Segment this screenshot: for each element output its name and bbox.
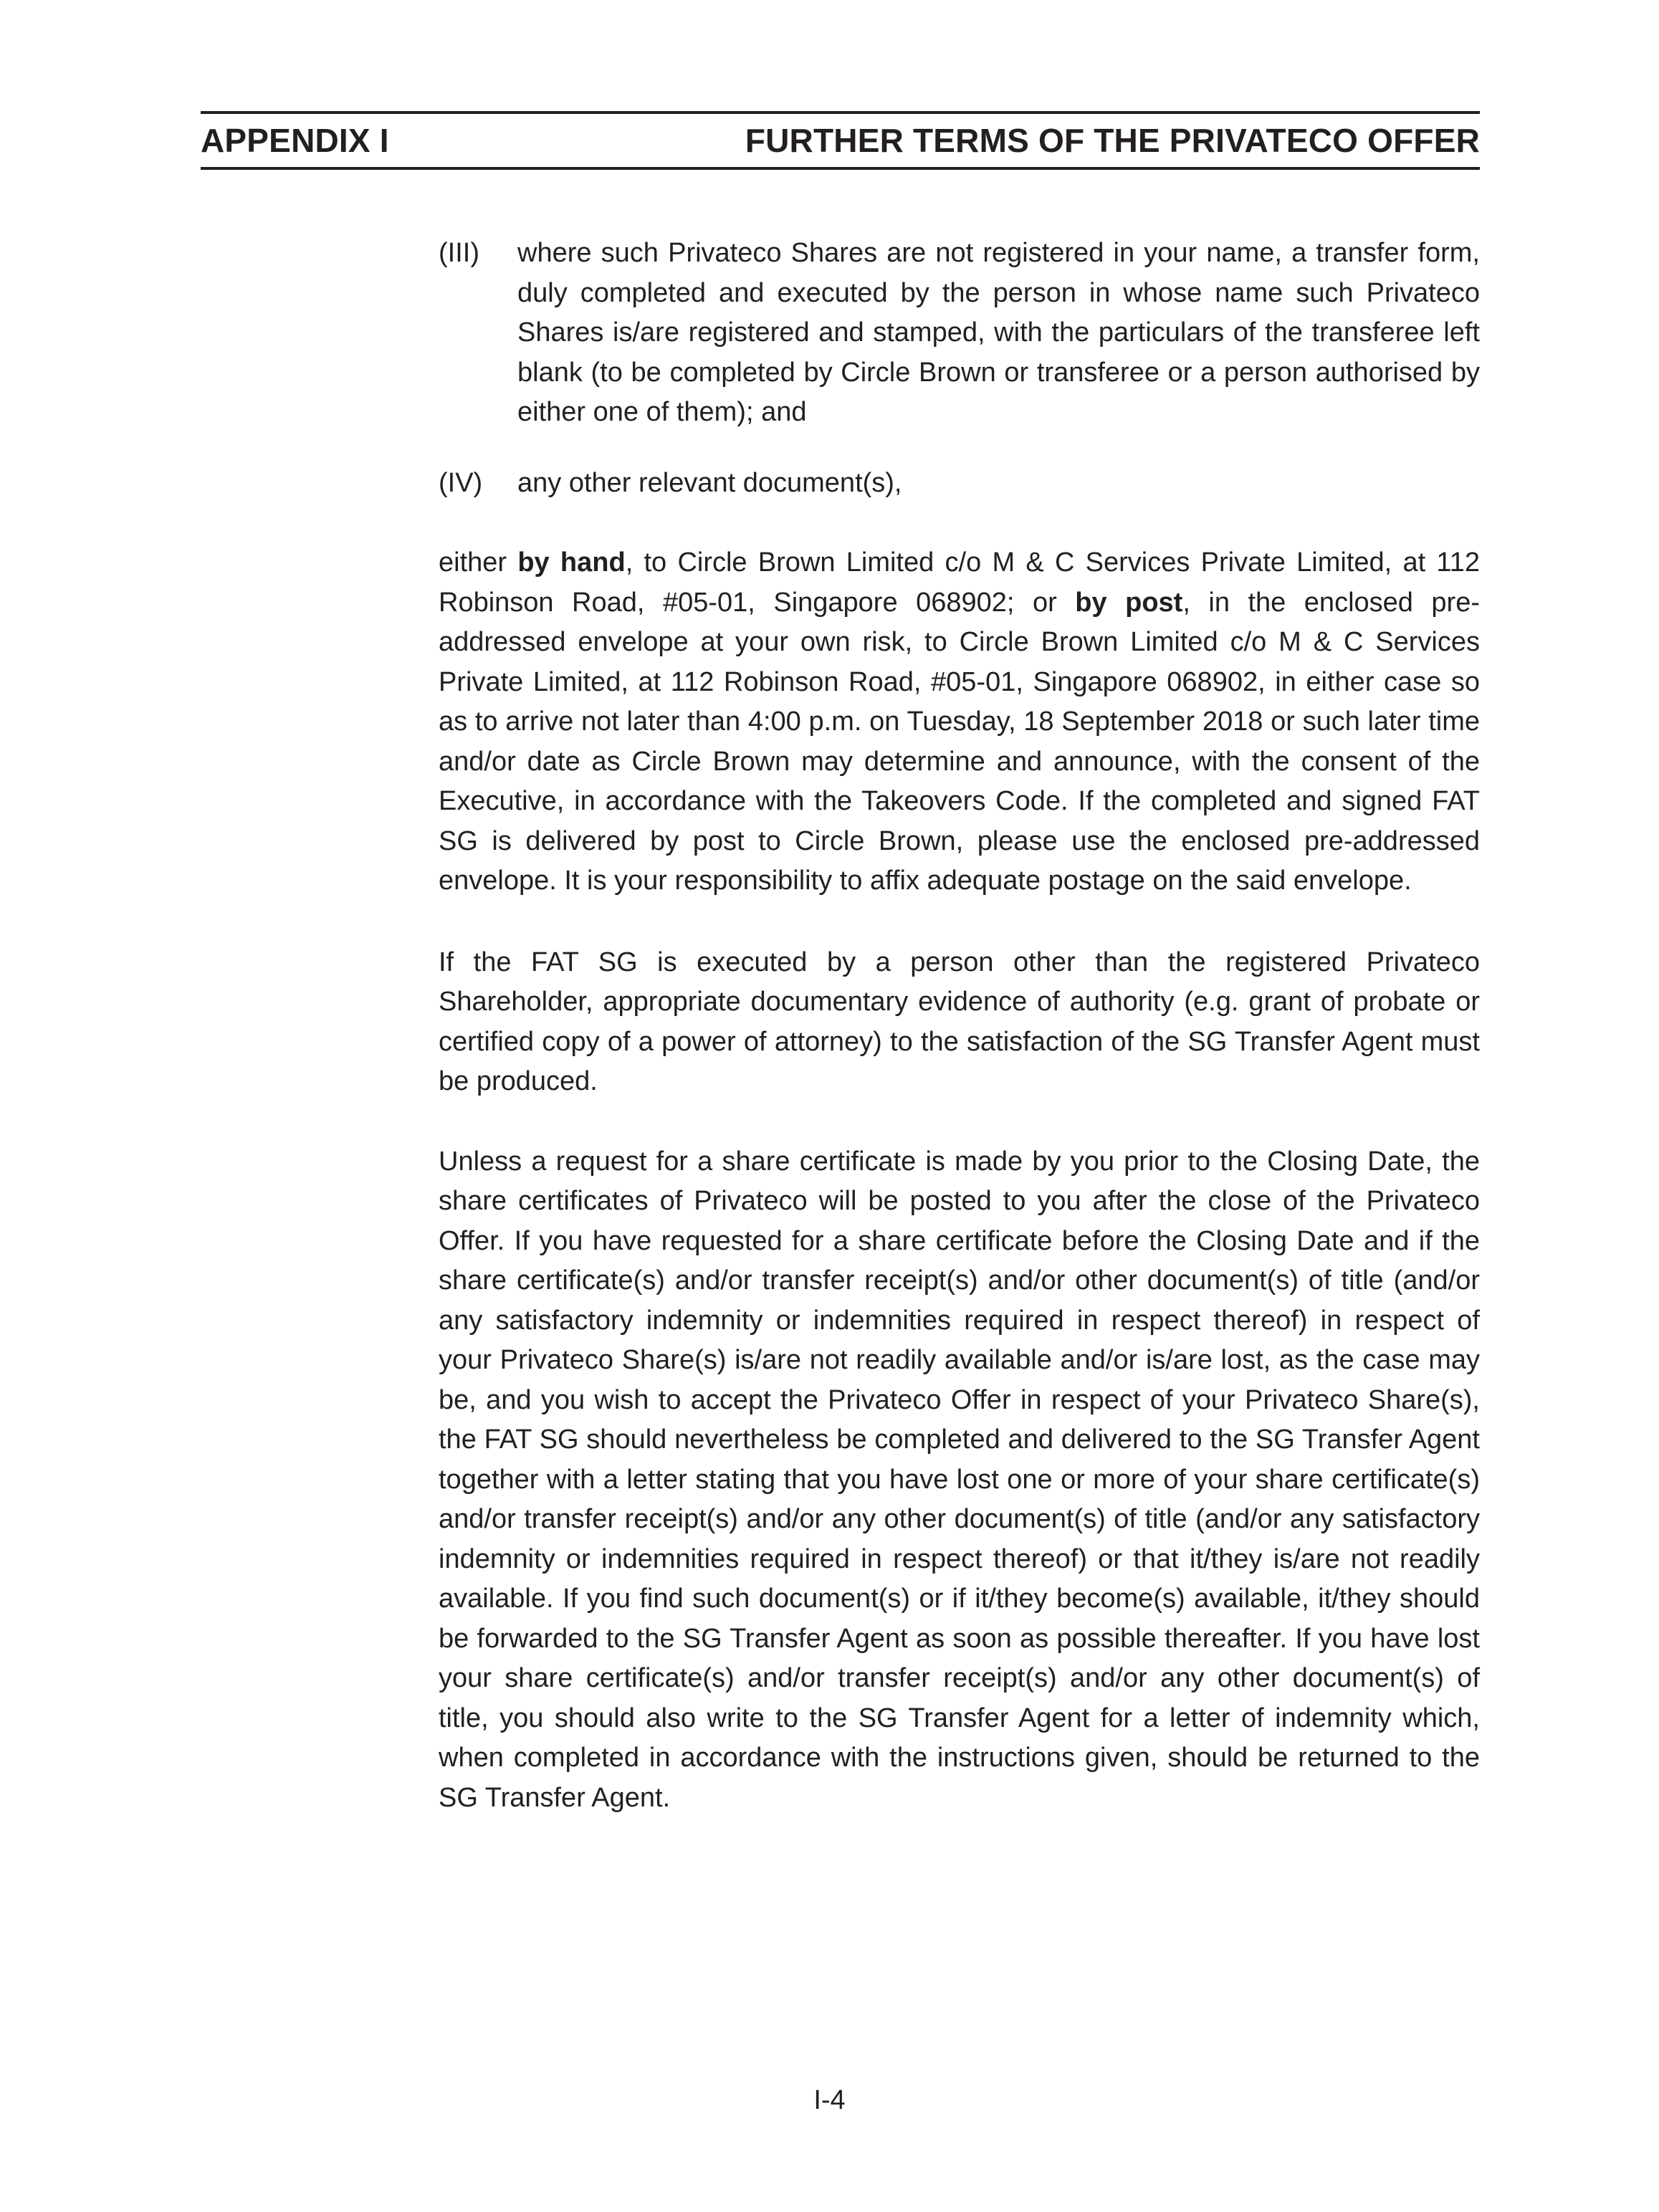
list-item-text: any other relevant document(s), [517,467,902,498]
list-item-number: (IV) [439,467,483,498]
header-top-rule [201,111,1480,114]
delivery-text-2: , to Circle Brown Limited c/o M & C Services Private Limited, at 112 Robinson Road, #05-01, Singapore 068902; or [439,547,1480,618]
list-item-iv [439,464,1480,504]
by-hand-emphasis: by hand [517,547,626,578]
delivery-paragraph [439,543,1480,901]
authority-paragraph: If the FAT SG is executed by a person other than the registered Privateco Shareholder, appropriate documentary evidence of authority (e.g. grant of probate or certified copy of a power of attorney) to the satisfaction of the SG Transfer Agent must be produced. [439,947,1480,1096]
share-certificate-paragraph: Unless a request for a share certificate is made by you prior to the Closing Date, the share certificates of Privateco will be posted to you after the close of the Privateco Offer. If you have requested for a share certificate before the Closing Date and if the share certificate(s) and/or transfer receipt(s) and/or other document(s) of title (and/or any satisfactory indemnity or indemnities required in respect thereof) in respect of your Privateco Share(s) is/are not readily available and/or is/are lost, as the case may be, and you wish to accept the Privateco Offer in respect of your Privateco Share(s), the FAT SG should nevertheless be completed and delivered to the SG Transfer Agent together with a letter stating that you have lost one or more of your share certificate(s) and/or transfer receipt(s) and/or any other document(s) of title (and/or any satisfactory indemnity or indemnities required in respect thereof) or that it/they is/are not readily available. If you find such document(s) or if it/they become(s) available, it/they should be forwarded to the SG Transfer Agent as soon as possible thereafter. If you have lost your share certificate(s) and/or transfer receipt(s) and/or any other document(s) of title, you should also write to the SG Transfer Agent for a letter of indemnity which, when completed in accordance with the instructions given, should be returned to the SG Transfer Agent. [439,1146,1480,1813]
header-bottom-rule [201,167,1480,170]
list-item-number: (III) [439,238,479,268]
list-item-iii [439,234,1480,433]
delivery-text-3: , in the enclosed pre-addressed envelope at your own risk, to Circle Brown Limited c/o M & C Services Private Limited, at 112 Robinson Road, #05-01, Singapore 068902, in either case so as to arrive not later than 4:00 p.m. on Tuesday, 18 September 2018 or such later time and/or date as Circle Brown may determine and announce, with the consent of the Executive, in accordance with the Takeovers Code. If the completed and signed FAT SG is delivered by post to Circle Brown, please use the enclosed pre-addressed envelope. It is your responsibility to affix adequate postage on the said envelope. [439,587,1480,896]
delivery-text-1: either [439,547,518,578]
page-number: I-4 [813,2085,846,2115]
body-content [439,234,1480,1818]
list-item-text: where such Privateco Shares are not registered in your name, a transfer form, duly completed and executed by the person in whose name such Privateco Shares is/are registered and stamped, with the particulars of the transferee left blank (to be completed by Circle Brown or transferee or a person authorised by either one of them); and [517,238,1480,427]
section-title: FURTHER TERMS OF THE PRIVATECO OFFER [745,122,1480,159]
page-header [201,119,1480,162]
by-post-emphasis: by post [1075,587,1183,618]
appendix-label: APPENDIX I [201,122,389,159]
